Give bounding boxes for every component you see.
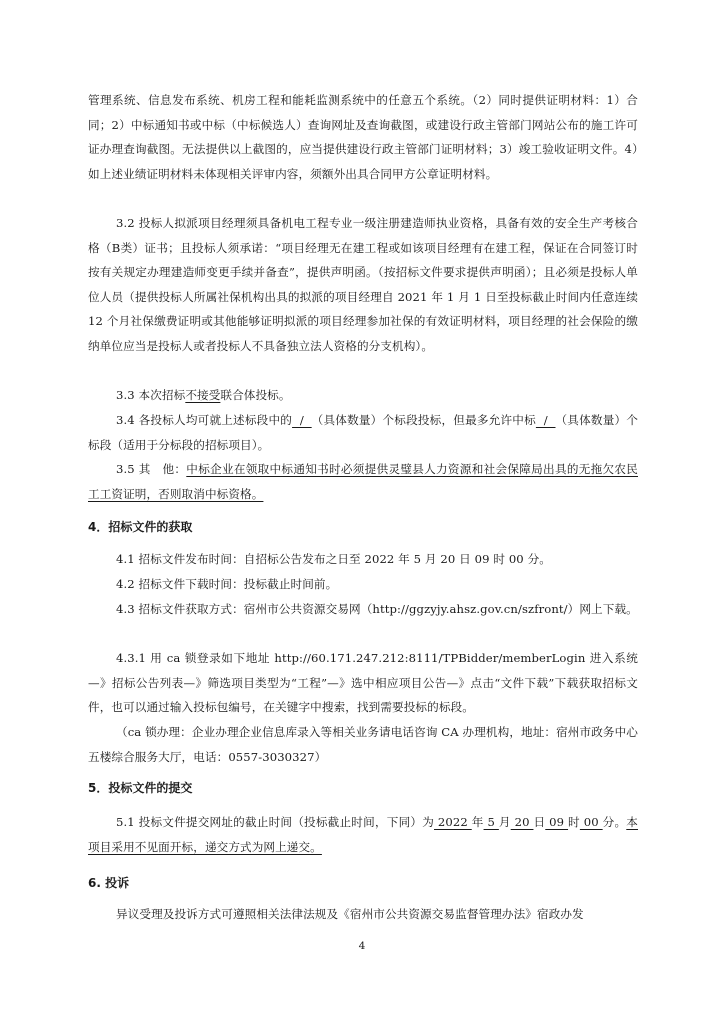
blank-max-win-count: / [535, 413, 556, 427]
paragraph-4-3-1: 4.3.1 用 ca 锁登录如下地址 http://60.171.247.212:8111/TPBidder/memberLogin 进入系统—》招标公告列表—》筛选项目类型为“工程”—》选中相应项目公告—》点击“文件下载”下载获取招标文件，也可以通过输入投标包编号，在关键字中搜索，找到需要投标的标段。 [88, 651, 638, 715]
paragraph-3-3-consortium: 3.3 本次招标不接受联合体投标。 [116, 388, 291, 402]
blank-lot-count: / [292, 413, 312, 427]
deadline-minute: 00 [579, 815, 603, 829]
paragraph-6-complaints: 异议受理及投诉方式可遵照相关法律法规及《宿州市公共资源交易监督管理办法》宿政办发 [116, 907, 584, 921]
paragraph-4-2: 4.2 招标文件下载时间：投标截止时间前。 [116, 577, 338, 591]
deadline-month: 5 [483, 815, 499, 829]
underlined-online-opening: 本项目采用不见面开标，递交方式为网上递交。 [88, 815, 638, 854]
page-number: 4 [358, 940, 366, 952]
paragraph-5-1: 5.1 投标文件提交网址的截止时间（投标截止时间，下同）为 2022 年 5 月 20 日 09 时 00 分。本项目采用不见面开标，递交方式为网上递交。 [88, 815, 638, 854]
paragraph-ca-lock-info: （ca 锁办理：企业办理企业信息库录入等相关业务请电话咨询 CA 办理机构，地址：宿州市政务中心五楼综合服务大厅，电话：0557-3030327） [88, 725, 638, 764]
paragraph-4-3: 4.3 招标文件获取方式：宿州市公共资源交易网（http://ggzyjy.ahsz.gov.cn/szfront/）网上下载。 [116, 602, 638, 616]
paragraph-performance-requirements: 管理系统、信息发布系统、机房工程和能耗监测系统中的任意五个系统。（2）同时提供证明材料：1）合同；2）中标通知书或中标（中标候选人）查询网址及查询截图，或建设行政主管部门网站公布的施工许可证办理查询截图。无法提供以上截图的，应当提供建设行政主管部门证明材料；3）竣工验收证明文件。4）如上述业绩证明材料未体现相关评审内容，须额外出具合同甲方公章证明材料。 [88, 93, 638, 181]
deadline-day: 20 [510, 815, 534, 829]
heading-5-bid-submission: 5．投标文件的提交 [88, 781, 193, 795]
paragraph-3-5-other: 3.5 其 他：中标企业在领取中标通知书时必须提供灵璧县人力资源和社会保障局出具的无拖欠农民工工资证明，否则取消中标资格。 [88, 462, 638, 501]
paragraph-3-4-lots: 3.4 各投标人均可就上述标段中的 / （具体数量）个标段投标，但最多允许中标 / （具体数量）个标段（适用于分标段的招标项目）。 [88, 413, 639, 452]
paragraph-3-2-project-manager: 3.2 投标人拟派项目经理须具备机电工程专业一级注册建造师执业资格，具备有效的安全生产考核合格（B类）证书；且投标人须承诺：“项目经理无在建工程或如该项目经理有在建工程，保证在合同签订时按有关规定办理建造师变更手续并备查”，提供声明函。（按招标文件要求提供声明函）；且必须是投标人单位人员（提供投标人所属社保机构出具的拟派的项目经理自 2021 年 1 月 1 日至投标截止时间内任意连续 12 个月社保缴费证明或其他能够证明拟派的项目经理参加社保的有效证明材料，项目经理的社会保险的缴纳单位应当是投标人或者投标人不具备独立法人资格的分支机构）。 [88, 216, 638, 353]
heading-6-complaints: 6. 投诉 [88, 876, 130, 890]
paragraph-4-1: 4.1 招标文件发布时间：自招标公告发布之日至 2022 年 5 月 20 日 09 时 00 分。 [116, 552, 551, 566]
deadline-year: 2022 [434, 815, 472, 829]
deadline-hour: 09 [545, 815, 569, 829]
heading-4-document-acquisition: 4．招标文件的获取 [88, 520, 193, 534]
underlined-wage-certificate: 中标企业在领取中标通知书时必须提供灵璧县人力资源和社会保障局出具的无拖欠农民工工资证明，否则取消中标资格。 [88, 462, 638, 501]
underlined-not-accept: 不接受 [185, 388, 221, 402]
